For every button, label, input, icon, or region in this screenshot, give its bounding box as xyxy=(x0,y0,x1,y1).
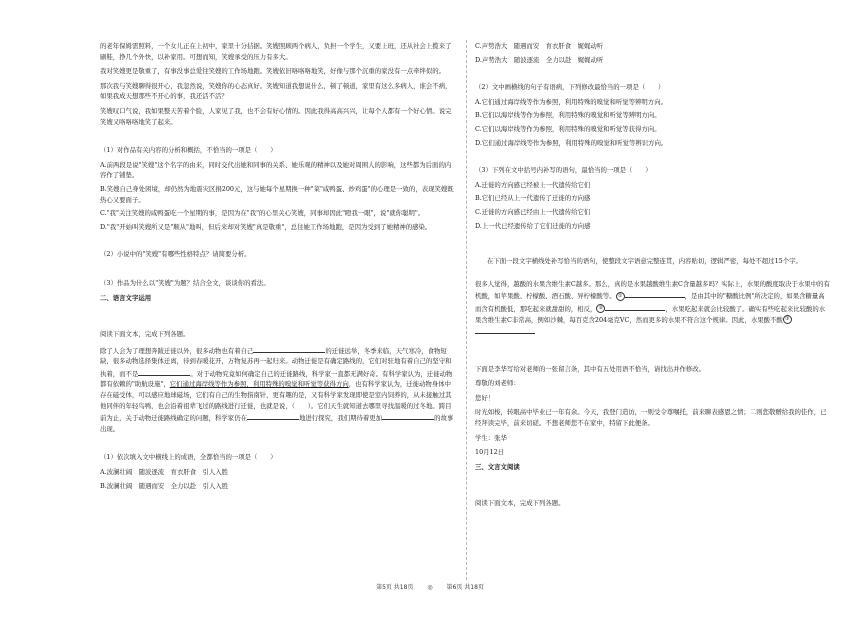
blank-line xyxy=(247,411,299,420)
story-paragraph: 笑嫂叹口气说，我如果整天苦着个脸，人家见了我，也不会有好心情的。因此我得高高兴兴，让每个人都有一个好心情。说完笑嫂又咯咯咯地笑了起来。 xyxy=(100,106,452,126)
right-page xyxy=(475,41,831,621)
page-number-left: 第5页 共18页 xyxy=(376,584,414,591)
note-body: 时光如梭，转眼高中毕业已一年有余。今天，我登门造访，一则受令尊嘱托，前来聊表感恩之情；二则您敬赠给我的佳作，已经拜读完毕，前来切磋。不想老师您不在家中，特留下此便条。 xyxy=(475,408,827,428)
passage-text: 除了人会为了理想奔跋迁徙以外，很多动物也有着自己 xyxy=(100,346,254,355)
story-paragraph: 那次我与笑嫂聊得很开心，我忽然说，笑嫂你的心态真好。笑嫂知道我想说什么，顿了顿道，家里有这么多病人，谁会不病，如果我成天想那些不开心的事，我还活不活？ xyxy=(100,81,452,101)
passage-text: 。对于动物究竟如何确定自己的迁徙路线，科学家一直都无满好奇。有科学家认为，迁徙动物都有依赖的"助航设施"， xyxy=(100,369,453,389)
page-number-right: 第6页 共18页 xyxy=(446,584,484,591)
question-3: （3）作品为什么以"笑嫂"为题？结合全文，谈谈你的看法。 xyxy=(100,278,270,287)
note-salutation: 尊敬的刘老师： xyxy=(475,379,520,388)
option-d: D.它们通过海岸线等作为参照，利用特殊的嗅觉和听觉等辨识方向。 xyxy=(475,138,668,147)
option-d: D."我"开始叫笑嫂所又是"顺从"地叫，但后来却对笑嫂"真是敬重"，总往她工作场地跑，是因为受到了她精神的感染。 xyxy=(100,222,432,231)
left-page xyxy=(100,41,456,621)
option-a: A.迁徙的方向感已经被上一代遗传给它们 xyxy=(475,180,591,189)
note-greeting: 您好！ xyxy=(475,393,495,402)
option-b: B.笑嫂自己身处困境，却仍然为地震灾区捐200元，这与她每个星期换一种"菜"咸鸭蛋、炒鸡蛋"的心理是一致的，表现笑嫂既热心又要面子。 xyxy=(100,184,454,204)
option-c: C."我"关注笑嫂的咸鸭蛋吃一个星期的事，是因为在"我"的心里关心笑嫂，同事却因此"瞪我一眼"，说"就你聪明"。 xyxy=(100,209,425,218)
instruction: 阅读下面文本，完成下列各题。 xyxy=(475,499,565,508)
passage-text: ，水果吃起来就会比较酸了。确实有些吃起来比较酸的水果含维生素C非常高，例如沙棘，每百克含204毫克VC，然而更多的水果不符合这个规律。因此，水果酸不酸 xyxy=(475,304,826,324)
circled-number-3: ③ xyxy=(783,315,792,324)
passage-text: 的迁徙远举，冬季来临，天气寒冷，食物短缺，很多动物选择集体迁离，待到春暖花开，万物复苏再一起归来。动物迁徙是有确定路线的，它们对驻地有着自己的坚守和执着，而不是 xyxy=(100,346,452,378)
blank-line xyxy=(253,344,325,353)
option-b: B.它们以海岸线等作为参照，利用特殊的嗅觉和听觉等辨明方向。 xyxy=(475,111,661,120)
question-7: 在下面一段文字横线处补写恰当的语句，使整段文字语意完整连贯，内容贴切，逻辑严密，每处不超过15个字。 xyxy=(487,257,802,266)
question-4: （1）依次填入文中横线上的成语，全都恰当的一项是（ ） xyxy=(100,453,277,462)
question-2: （2）小说中的"笑嫂"有哪些性格特点？请简要分析。 xyxy=(100,250,251,259)
circled-number-2: ② xyxy=(596,304,605,313)
option-c: C.声势浩大 随遇而安 育衣肝食 娓娓动听 xyxy=(475,42,604,50)
option-a: A.波澜壮阔 随波逐流 育衣肝食 引人入胜 xyxy=(100,468,229,477)
note-signature: 学生：张华 xyxy=(475,433,507,442)
option-c: C.它们以海岸线等作为参照，利用特殊的嗅觉和听觉等获得方向。 xyxy=(475,124,661,133)
instruction: 阅读下面文本，完成下列各题。 xyxy=(100,330,190,339)
note-date: 10月12日 xyxy=(475,448,505,457)
passage-text: ，也有科学家认为，迁徙动物身体中存在磁受体，可以感应地球磁场，它们有自己的生物指南针，更有趣的是，又有科学家发现即使是室内饲养的，从未接触过其他同伴的年轻鸟鸭，也会沿着祖辈飞过的路线进行迁徙，也就是说，（ ）。它们天生就知道去哪里寻找温暖的过冬地。跨目前为止，关于动物迁徙路线确定的问题，科学家仍在 xyxy=(100,380,452,423)
circled-number-1: ① xyxy=(616,292,625,301)
passage-text: 地进行探究，我们期待着更加 xyxy=(298,414,383,423)
blank-line xyxy=(625,289,685,298)
option-b: B.波澜壮阔 随遇而安 全力以赴 引人入胜 xyxy=(100,481,229,490)
blank-line xyxy=(382,411,434,420)
option-d: D.上一代已经遗传给了它们迁徙的方向感 xyxy=(475,221,591,230)
section-heading: 三、文言文阅读 xyxy=(475,462,520,471)
blank-line xyxy=(475,325,535,334)
passage xyxy=(475,279,831,338)
question-1: （1）对作品有关内容的分析和概括，不恰当的一项是（ ） xyxy=(100,146,277,155)
blank-line xyxy=(605,302,665,311)
passage xyxy=(100,344,456,435)
option-a: A.它们通过海岸线等作为参照，利用特殊的嗅觉和听觉等辨明方向。 xyxy=(475,97,667,106)
question-6: （3）下列在文中括号内补写的语句，最恰当的一项是（ ） xyxy=(475,166,652,175)
question-8: 下面是李华写给对老师的一张留言条，其中有五处用语不恰当，请找出并作修改。 xyxy=(475,364,706,373)
section-heading: 二、语言文字运用 xyxy=(100,293,152,302)
passage-text: 的故事出现。 xyxy=(100,414,454,433)
option-c: C.迁徙的方向感已经由上一代遗传给它们 xyxy=(475,207,591,216)
page-footer xyxy=(0,582,860,591)
option-b: B.它们已经从上一代遗传了迁徙的方向感 xyxy=(475,194,591,203)
question-5: （2）文中画横线的句子有语病，下列修改最恰当的一项是（ ） xyxy=(475,83,665,92)
story-paragraph: 的老年保姆需照料，一个女儿正在上初中，家里十分拮据。笑嫂照顾两个病人，负担一个学生，又要上班，还从社会上揽来了刷鞋，挣几个外快，以补家用。可想而知，笑嫂承受的压力有多大。 xyxy=(100,42,452,61)
footer-ornament: ◎ xyxy=(427,584,433,591)
option-a: A.前两段是说"笑嫂"这个名字的由来，同时交代出她和同事的关系、她乐观的精神以及她对周围人的影响，这些都为后面的内容作了铺垫。 xyxy=(100,160,452,180)
passage-text: 很多人觉得，越酸的水果含维生素C越多。那么，真的是水果越酸维生素C含量越多吗？实际上，水果的酸度取决于水果中的有机酸，如苹果酸、柠檬酸、酒石酸、异柠檬酸等。 xyxy=(475,279,830,301)
option-d: D.声势浩大 随波逐流 全力以赴 娓娓动听 xyxy=(475,55,604,64)
blank-line xyxy=(138,367,190,376)
passage-text: ，是由其中的"糖酸比例"所决定的，如果含糖量高而含有机酸低，那吃起来就甜甜的，相反， xyxy=(475,292,825,313)
story-paragraph: 我对笑嫂更是敬重了，有事没事总爱往笑嫂的工作场地跑。笑嫂依旧咯咯咯地笑，好像与那个沉重的家没有一点牵绊似的。 xyxy=(100,67,446,76)
column-divider xyxy=(466,40,467,580)
underlined-sentence: 它们通过海岸线等作为参照，利用特殊的嗅觉和听觉等获得方向 xyxy=(169,380,349,389)
